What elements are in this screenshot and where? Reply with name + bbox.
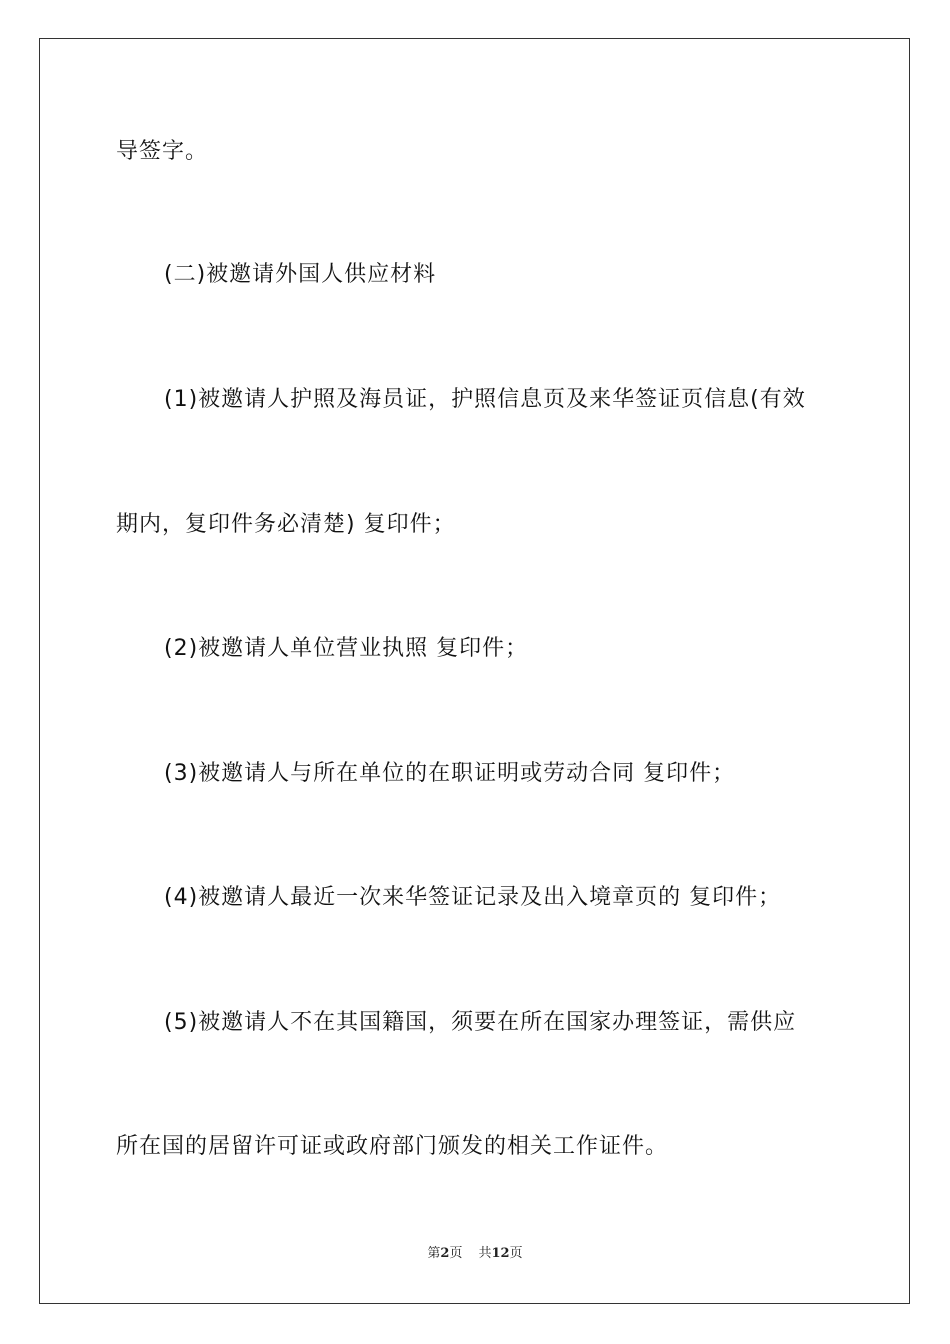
body-line-1: 导签字。 bbox=[116, 139, 209, 164]
list-item-3: (3)被邀请人与所在单位的在职证明或劳动合同 复印件； bbox=[164, 761, 736, 786]
list-item-1-line-2: 期内，复印件务必清楚) 复印件； bbox=[116, 512, 456, 537]
footer-prefix: 第 bbox=[427, 1246, 441, 1261]
section-heading: (二)被邀请外国人供应材料 bbox=[164, 262, 437, 287]
list-item-5-line-2: 所在国的居留许可证或政府部门颁发的相关工作证件。 bbox=[116, 1134, 669, 1159]
list-item-1-line-1: (1)被邀请人护照及海员证，护照信息页及来华签证页信息(有效 bbox=[164, 387, 806, 412]
footer-total-pages: 12 bbox=[491, 1246, 510, 1261]
footer-total-prefix: 共 bbox=[478, 1246, 492, 1261]
page-footer bbox=[0, 1245, 950, 1263]
list-item-4: (4)被邀请人最近一次来华签证记录及出入境章页的 复印件； bbox=[164, 885, 782, 910]
page-frame bbox=[39, 38, 910, 1304]
list-item-2: (2)被邀请人单位营业执照 复印件； bbox=[164, 636, 529, 661]
footer-page-suffix: 页 bbox=[449, 1246, 463, 1261]
list-item-5-line-1: (5)被邀请人不在其国籍国，须要在所在国家办理签证，需供应 bbox=[164, 1010, 797, 1035]
footer-total-suffix: 页 bbox=[509, 1246, 523, 1261]
footer-current-page: 2 bbox=[440, 1246, 450, 1261]
